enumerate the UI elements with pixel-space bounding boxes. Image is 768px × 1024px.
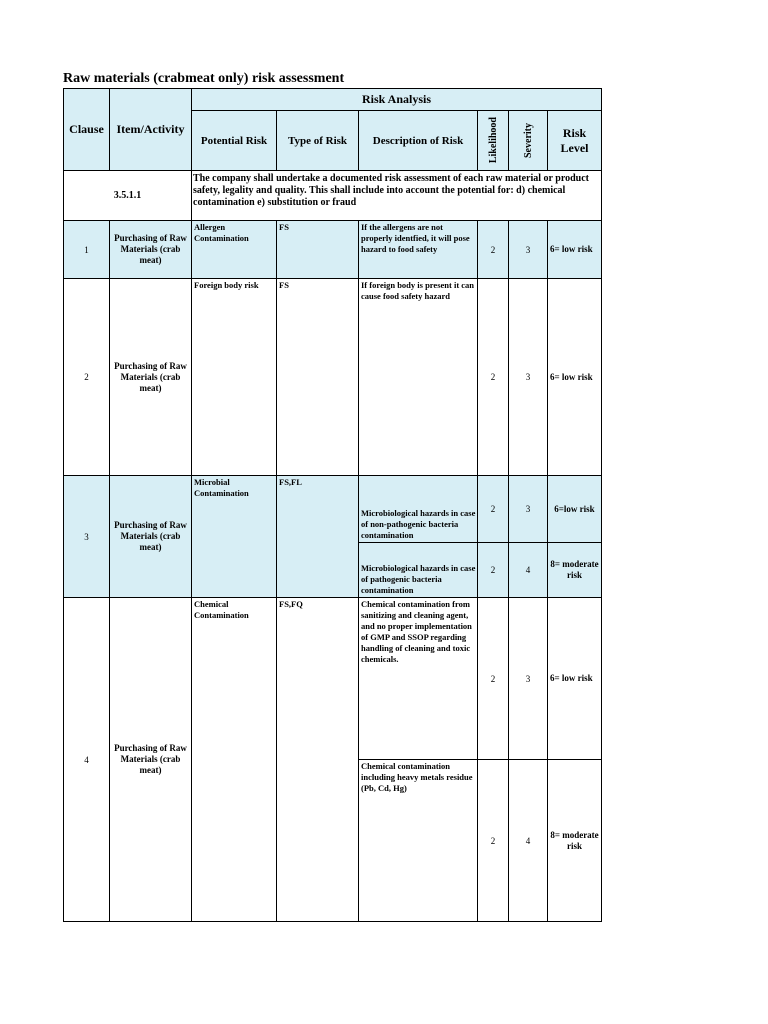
header-type-of-risk: Type of Risk bbox=[277, 111, 359, 171]
row-risk-level: 8= moderate risk bbox=[548, 760, 602, 922]
row-type: FS bbox=[277, 221, 359, 279]
row-severity: 4 bbox=[509, 543, 548, 598]
row-description: If foreign body is present it can cause food safety hazard bbox=[359, 279, 478, 476]
row-item: Purchasing of Raw Materials (crab meat) bbox=[110, 279, 192, 476]
row-clause: 4 bbox=[64, 598, 110, 922]
row-likelihood: 2 bbox=[478, 279, 509, 476]
header-likelihood: Likelihood bbox=[478, 111, 509, 171]
row-type: FS bbox=[277, 279, 359, 476]
row-item: Purchasing of Raw Materials (crab meat) bbox=[110, 598, 192, 922]
row-severity: 3 bbox=[509, 279, 548, 476]
row-clause: 1 bbox=[64, 221, 110, 279]
header-item-activity: Item/Activity bbox=[110, 89, 192, 171]
header-risk-level: Risk Level bbox=[548, 111, 602, 171]
row-potential-risk: Allergen Contamination bbox=[192, 221, 277, 279]
row-description: If the allergens are not properly identfied, it will pose hazard to food safety bbox=[359, 221, 478, 279]
row-item: Purchasing of Raw Materials (crab meat) bbox=[110, 476, 192, 598]
row-description: Chemical contamination from sanitizing and cleaning agent, and no proper implementation of GMP and SSOP regarding handling of cleaning and toxic chemicals. bbox=[359, 598, 478, 760]
row-likelihood: 2 bbox=[478, 221, 509, 279]
row-likelihood: 2 bbox=[478, 476, 509, 543]
header-severity: Severity bbox=[509, 111, 548, 171]
document-title: Raw materials (crabmeat only) risk assessment bbox=[63, 71, 345, 86]
row-clause: 2 bbox=[64, 279, 110, 476]
row-risk-level: 6=low risk bbox=[548, 476, 602, 543]
row-severity: 3 bbox=[509, 221, 548, 279]
row-description: Microbiological hazards in case of pathogenic bacteria contamination bbox=[359, 543, 478, 598]
row-description: Chemical contamination including heavy metals residue (Pb, Cd, Hg) bbox=[359, 760, 478, 922]
row-item: Purchasing of Raw Materials (crab meat) bbox=[110, 221, 192, 279]
clause-text: The company shall undertake a documented risk assessment of each raw material or product safety, legality and quality. This shall include into account the potential for: d) chemical contamination e) substitution or fraud bbox=[192, 171, 602, 221]
header-clause: Clause bbox=[64, 89, 110, 171]
row-likelihood: 2 bbox=[478, 543, 509, 598]
row-likelihood: 2 bbox=[478, 760, 509, 922]
header-potential-risk: Potential Risk bbox=[192, 111, 277, 171]
clause-number: 3.5.1.1 bbox=[64, 171, 192, 221]
row-risk-level: 6= low risk bbox=[548, 279, 602, 476]
risk-assessment-table bbox=[63, 88, 602, 922]
row-type: FS,FL bbox=[277, 476, 359, 598]
row-clause: 3 bbox=[64, 476, 110, 598]
row-severity: 3 bbox=[509, 598, 548, 760]
row-potential-risk: Microbial Contamination bbox=[192, 476, 277, 598]
header-risk-analysis: Risk Analysis bbox=[192, 89, 602, 111]
header-description: Description of Risk bbox=[359, 111, 478, 171]
row-severity: 4 bbox=[509, 760, 548, 922]
row-likelihood: 2 bbox=[478, 598, 509, 760]
row-risk-level: 6= low risk bbox=[548, 221, 602, 279]
row-severity: 3 bbox=[509, 476, 548, 543]
row-potential-risk: Chemical Contamination bbox=[192, 598, 277, 922]
row-potential-risk: Foreign body risk bbox=[192, 279, 277, 476]
row-risk-level: 8= moderate risk bbox=[548, 543, 602, 598]
row-type: FS,FQ bbox=[277, 598, 359, 922]
row-risk-level: 6= low risk bbox=[548, 598, 602, 760]
row-description: Microbiological hazards in case of non-pathogenic bacteria contamination bbox=[359, 476, 478, 543]
